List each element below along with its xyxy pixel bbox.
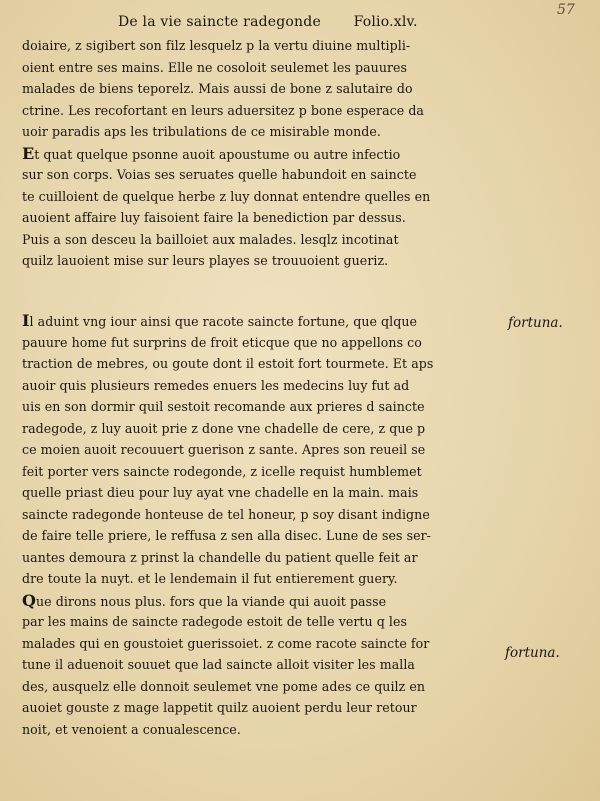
text-line: uoir paradis aps les tribulations de ce misirable monde. xyxy=(22,124,381,139)
text-line: malades de biens teporelz. Mais aussi de bone z salutaire do xyxy=(22,81,413,96)
text-line: noit, et venoient a conualescence. xyxy=(22,721,241,737)
text-line: auoient affaire luy faisoient faire la benediction par dessus. xyxy=(22,210,406,225)
margin-note-fortuna-1: fortuna. xyxy=(508,315,563,331)
text-line: ctrine. Les recofortant en leurs aduersitez p bone esperace da xyxy=(22,102,424,118)
running-head-folio: Folio.xlv. xyxy=(353,14,418,30)
text-line: Et quat quelque psonne auoit apoustume ou autre infectio xyxy=(22,143,401,163)
running-head-title: De la vie saincte radegonde xyxy=(118,14,321,30)
text-line: des, ausquelz elle donnoit seulemet vne pome ades ce quilz en xyxy=(22,678,426,694)
text-line: uis en son dormir quil sestoit recomande aux prieres d saincte xyxy=(22,399,425,414)
text-line: Puis a son desceu la bailloiet aux malades. lesqlz incotinat xyxy=(22,231,399,247)
text-line: oient entre ses mains. Elle ne cosoloit seulemet les pauures xyxy=(22,59,408,75)
running-head xyxy=(118,14,418,30)
text-line: quilz lauoient mise sur leurs playes se trouuoient gueriz. xyxy=(22,253,389,268)
text-line: pauure home fut surprins de froit eticque que no appellons co xyxy=(22,334,422,350)
text-line: auoiet gouste z mage lappetit quilz auoient perdu leur retour xyxy=(22,700,417,715)
text-line: par les mains de saincte radegode estoit de telle vertu q les xyxy=(22,614,408,629)
text-line: tune il aduenoit souuet que lad saincte alloit visiter les malla xyxy=(22,657,415,672)
text-line: quelle priast dieu pour luy ayat vne chadelle en la main. mais xyxy=(22,485,419,500)
paragraph-1 xyxy=(22,35,502,272)
paragraph-2 xyxy=(22,310,502,740)
text-line: dre toute la nuyt. et le lendemain il fut entierement guery. xyxy=(22,571,398,586)
text-line: malades qui en goustoiet guerissoiet. z come racote saincte for xyxy=(22,635,430,651)
text-line: auoir quis plusieurs remedes enuers les medecins luy fut ad xyxy=(22,377,410,393)
text-line: Il aduint vng iour ainsi que racote saincte fortune, que qlque xyxy=(22,311,418,330)
page-number: 57 xyxy=(557,2,575,18)
text-line: saincte radegonde honteuse de tel honeur, p soy disant indigne xyxy=(22,506,430,522)
text-line: Que dirons nous plus. fors que la viande qui auoit passe xyxy=(22,590,387,610)
margin-note-fortuna-2: fortuna. xyxy=(505,645,560,661)
text-line: doiaire, z sigibert son filz lesquelz p la vertu diuine multipli- xyxy=(22,38,411,53)
text-line: ce moien auoit recouuert guerison z sante. Apres son reueil se xyxy=(22,442,426,457)
text-line: sur son corps. Voias ses seruates quelle habundoit en saincte xyxy=(22,167,417,182)
text-line: uantes demoura z prinst la chandelle du patient quelle feit ar xyxy=(22,549,418,565)
text-line: traction de mebres, ou goute dont il estoit fort tourmete. Et aps xyxy=(22,356,434,371)
text-line: radegode, z luy auoit prie z done vne chadelle de cere, z que p xyxy=(22,420,426,436)
text-line: de faire telle priere, le reffusa z sen alla disec. Lune de ses ser- xyxy=(22,528,431,543)
text-line: te cuilloient de quelque herbe z luy donnat entendre quelles en xyxy=(22,188,431,204)
text-line: feit porter vers saincte rodegonde, z icelle requist humblemet xyxy=(22,463,422,479)
